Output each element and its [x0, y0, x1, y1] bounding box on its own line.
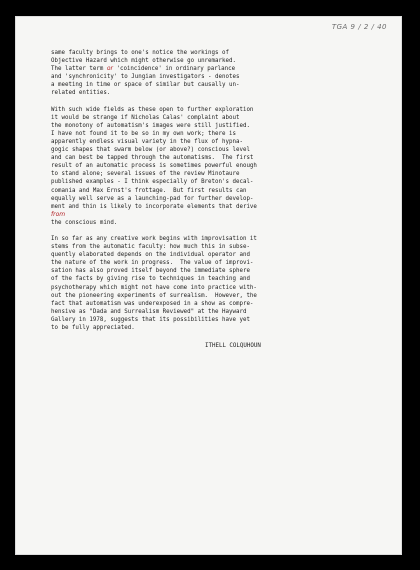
text-line: it would be strange if Nicholas Calas' complaint about [51, 114, 240, 121]
text-line: to stand alone; several issues of the review Minotaure [51, 171, 240, 178]
text-line: With such wide fields as these open to further exploration [51, 106, 254, 113]
text-line: ment and thin is likely to incorporate elements that derive [51, 203, 257, 210]
text-line: quently elaborated depends on the individual operator and [51, 252, 250, 259]
text-line: same faculty brings to one's notice the workings of [51, 50, 229, 56]
text-line: result of an automatic process is sometimes powerful enough [51, 163, 257, 170]
text-line: Gallery in 1978, suggests that its possibilities have yet [51, 316, 250, 323]
text-line: out the pioneering experiments of surrealism. However, the [51, 292, 257, 299]
text-line: The latter term or 'coincidence' in ordinary parlance [51, 65, 236, 73]
text-line: I have not found it to be so in my own work; there is [51, 130, 236, 137]
text-line: gogic shapes that swarm below (or above?) conscious level [51, 147, 250, 154]
typed-text [51, 49, 351, 350]
text-line: equally well serve as a launching-pad for further develop- [51, 195, 254, 202]
text-line: sation has also proved itself beyond the immediate sphere [51, 268, 250, 275]
handwritten-correction: or [106, 65, 113, 73]
text-line: hensive as "Dada and Surrealism Reviewed" at the Hayward [51, 308, 247, 315]
text-line: Objective Hazard which might otherwise go unremarked. [51, 58, 236, 65]
text-line: stems from the automatic faculty: how much this in subse- [51, 244, 250, 251]
text-line: to be fully appreciated. [51, 325, 135, 331]
text-line: the nature of the work in progress. The value of improvi- [51, 260, 254, 267]
text-line: a meeting in time or space of similar but causally un- [51, 82, 240, 89]
handwritten-correction: from [51, 210, 66, 218]
text-line: fact that automatism was underexposed in a show as compre- [51, 300, 254, 307]
text-line: the conscious mind. [51, 219, 118, 226]
text-line: published examples - I think especially of Breton's decal- [51, 179, 254, 186]
author-signature: ITHELL COLQUHOUN [205, 343, 261, 350]
document-page [16, 17, 401, 554]
text-line: of the facts by giving rise to techniques in teaching and [51, 276, 250, 283]
text-line [51, 211, 351, 219]
text-line: related entities. [51, 90, 111, 97]
pencil-annotation: TGA 9 / 2 / 40 [331, 23, 387, 31]
text-line: psychotherapy which might not have come into practice with- [51, 284, 257, 291]
text-line: apparently endless visual variety in the flux of hypna- [51, 138, 243, 145]
text-line: In so far as any creative work begins with improvisation it [51, 235, 257, 242]
text-line: comania and Max Ernst's frottage. But first results can [51, 187, 247, 194]
text-line: and can best be tapped through the automatisms. The first [51, 155, 254, 162]
text-line: the monotony of automatism's images were still justified. [51, 122, 250, 129]
text-line: and 'synchronicity' to Jungian investigators - denotes [51, 74, 240, 81]
